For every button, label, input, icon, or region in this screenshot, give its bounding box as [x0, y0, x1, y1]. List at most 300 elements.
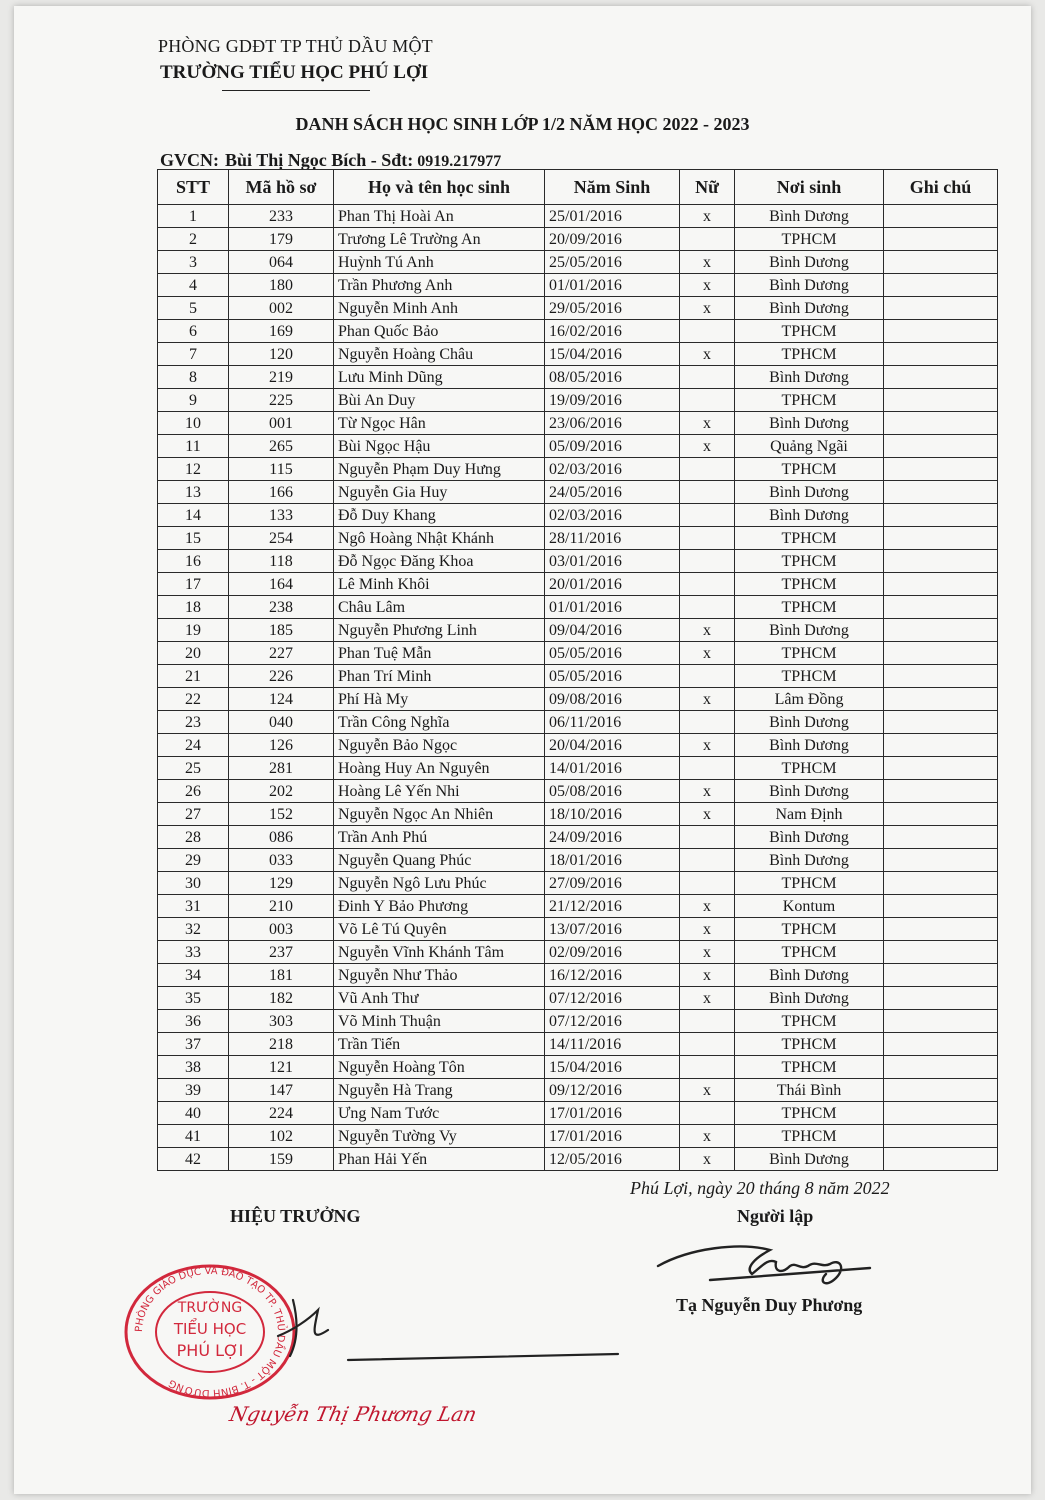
cell-student-name: Phí Hà My	[334, 688, 545, 711]
cell-birth-date: 07/12/2016	[545, 987, 680, 1010]
cell-stt: 18	[158, 596, 229, 619]
cell-birth-date: 20/09/2016	[545, 228, 680, 251]
table-row	[158, 803, 998, 826]
table-row	[158, 297, 998, 320]
col-stt: STT	[158, 170, 229, 205]
cell-female	[680, 228, 735, 251]
cell-birth-date: 18/10/2016	[545, 803, 680, 826]
header-underline	[222, 90, 370, 91]
cell-stt: 42	[158, 1148, 229, 1171]
cell-female: x	[680, 780, 735, 803]
cell-record-id: 227	[229, 642, 334, 665]
cell-birthplace: Quảng Ngãi	[735, 435, 884, 458]
cell-birthplace: TPHCM	[735, 527, 884, 550]
table-row	[158, 918, 998, 941]
cell-female: x	[680, 251, 735, 274]
table-row	[158, 780, 998, 803]
cell-record-id: 121	[229, 1056, 334, 1079]
cell-birthplace: TPHCM	[735, 573, 884, 596]
stamp-line-1: TRƯỜNG	[177, 1300, 243, 1316]
cell-birth-date: 20/01/2016	[545, 573, 680, 596]
cell-female: x	[680, 964, 735, 987]
cell-notes	[884, 550, 998, 573]
cell-stt: 16	[158, 550, 229, 573]
cell-notes	[884, 1056, 998, 1079]
cell-record-id: 202	[229, 780, 334, 803]
cell-stt: 23	[158, 711, 229, 734]
table-row	[158, 642, 998, 665]
cell-record-id: 180	[229, 274, 334, 297]
cell-birthplace: TPHCM	[735, 343, 884, 366]
cell-student-name: Phan Hải Yến	[334, 1148, 545, 1171]
cell-birthplace: Bình Dương	[735, 734, 884, 757]
cell-notes	[884, 504, 998, 527]
cell-record-id: 166	[229, 481, 334, 504]
cell-female: x	[680, 987, 735, 1010]
table-row	[158, 964, 998, 987]
table-row	[158, 596, 998, 619]
cell-stt: 1	[158, 205, 229, 228]
cell-record-id: 120	[229, 343, 334, 366]
cell-student-name: Trần Tiến	[334, 1033, 545, 1056]
table-row	[158, 343, 998, 366]
cell-birth-date: 01/01/2016	[545, 274, 680, 297]
cell-record-id: 219	[229, 366, 334, 389]
cell-birth-date: 19/09/2016	[545, 389, 680, 412]
cell-female	[680, 504, 735, 527]
cell-record-id: 152	[229, 803, 334, 826]
homeroom-teacher	[160, 150, 501, 171]
cell-student-name: Vũ Anh Thư	[334, 987, 545, 1010]
student-table	[157, 169, 998, 1171]
cell-record-id: 226	[229, 665, 334, 688]
cell-notes	[884, 343, 998, 366]
cell-record-id: 238	[229, 596, 334, 619]
cell-record-id: 124	[229, 688, 334, 711]
cell-record-id: 003	[229, 918, 334, 941]
cell-female	[680, 826, 735, 849]
table-row	[158, 688, 998, 711]
cell-birth-date: 02/03/2016	[545, 504, 680, 527]
cell-notes	[884, 228, 998, 251]
cell-birthplace: TPHCM	[735, 918, 884, 941]
cell-female	[680, 481, 735, 504]
preparer-role: Người lập	[737, 1206, 814, 1226]
cell-birthplace: Thái Bình	[735, 1079, 884, 1102]
cell-birthplace: Bình Dương	[735, 780, 884, 803]
cell-stt: 19	[158, 619, 229, 642]
cell-student-name: Đỗ Duy Khang	[334, 504, 545, 527]
cell-female	[680, 320, 735, 343]
cell-female: x	[680, 1125, 735, 1148]
cell-birth-date: 01/01/2016	[545, 596, 680, 619]
cell-birth-date: 17/01/2016	[545, 1102, 680, 1125]
cell-student-name: Hoàng Huy An Nguyên	[334, 757, 545, 780]
cell-stt: 22	[158, 688, 229, 711]
cell-student-name: Nguyễn Hoàng Tôn	[334, 1056, 545, 1079]
cell-student-name: Bùi An Duy	[334, 389, 545, 412]
cell-record-id: 179	[229, 228, 334, 251]
cell-stt: 38	[158, 1056, 229, 1079]
cell-stt: 7	[158, 343, 229, 366]
cell-female	[680, 1102, 735, 1125]
cell-birthplace: Lâm Đồng	[735, 688, 884, 711]
cell-female	[680, 573, 735, 596]
col-record-id: Mã hồ sơ	[229, 170, 334, 205]
cell-student-name: Nguyễn Vĩnh Khánh Tâm	[334, 941, 545, 964]
cell-student-name: Nguyễn Phạm Duy Hưng	[334, 458, 545, 481]
cell-student-name: Võ Lê Tú Quyên	[334, 918, 545, 941]
cell-notes	[884, 757, 998, 780]
cell-female: x	[680, 343, 735, 366]
cell-student-name: Nguyễn Ngọc An Nhiên	[334, 803, 545, 826]
cell-record-id: 147	[229, 1079, 334, 1102]
cell-student-name: Lưu Minh Dũng	[334, 366, 545, 389]
cell-birthplace: Bình Dương	[735, 481, 884, 504]
col-birthplace: Nơi sinh	[735, 170, 884, 205]
table-row	[158, 458, 998, 481]
cell-birth-date: 02/03/2016	[545, 458, 680, 481]
cell-female: x	[680, 918, 735, 941]
cell-notes	[884, 780, 998, 803]
cell-stt: 32	[158, 918, 229, 941]
table-row	[158, 435, 998, 458]
cell-birthplace: Bình Dương	[735, 274, 884, 297]
table-row	[158, 366, 998, 389]
cell-student-name: Phan Thị Hoài An	[334, 205, 545, 228]
cell-record-id: 133	[229, 504, 334, 527]
school-name: TRƯỜNG TIỂU HỌC PHÚ LỢI	[160, 62, 429, 83]
cell-birthplace: Bình Dương	[735, 251, 884, 274]
cell-notes	[884, 619, 998, 642]
cell-notes	[884, 481, 998, 504]
cell-notes	[884, 297, 998, 320]
cell-notes	[884, 1102, 998, 1125]
cell-birthplace: Bình Dương	[735, 412, 884, 435]
cell-stt: 24	[158, 734, 229, 757]
cell-record-id: 115	[229, 458, 334, 481]
cell-student-name: Nguyễn Phương Linh	[334, 619, 545, 642]
cell-record-id: 086	[229, 826, 334, 849]
teacher-phone: 0919.217977	[417, 153, 502, 170]
cell-birth-date: 09/04/2016	[545, 619, 680, 642]
cell-stt: 37	[158, 1033, 229, 1056]
cell-stt: 31	[158, 895, 229, 918]
cell-record-id: 237	[229, 941, 334, 964]
cell-notes	[884, 895, 998, 918]
cell-student-name: Châu Lâm	[334, 596, 545, 619]
cell-birth-date: 05/05/2016	[545, 642, 680, 665]
cell-birth-date: 15/04/2016	[545, 343, 680, 366]
cell-birthplace: TPHCM	[735, 941, 884, 964]
cell-birthplace: Kontum	[735, 895, 884, 918]
table-row	[158, 849, 998, 872]
cell-birth-date: 17/01/2016	[545, 1125, 680, 1148]
cell-notes	[884, 1148, 998, 1171]
cell-stt: 34	[158, 964, 229, 987]
cell-stt: 27	[158, 803, 229, 826]
cell-notes	[884, 941, 998, 964]
cell-birth-date: 18/01/2016	[545, 849, 680, 872]
cell-student-name: Phan Tuệ Mẫn	[334, 642, 545, 665]
cell-notes	[884, 688, 998, 711]
cell-stt: 2	[158, 228, 229, 251]
teacher-label: GVCN:	[160, 150, 219, 170]
table-row	[158, 550, 998, 573]
cell-record-id: 265	[229, 435, 334, 458]
cell-birth-date: 05/05/2016	[545, 665, 680, 688]
cell-female	[680, 527, 735, 550]
cell-stt: 25	[158, 757, 229, 780]
cell-student-name: Phan Trí Minh	[334, 665, 545, 688]
cell-birth-date: 23/06/2016	[545, 412, 680, 435]
cell-birthplace: TPHCM	[735, 757, 884, 780]
table-row	[158, 527, 998, 550]
cell-notes	[884, 366, 998, 389]
cell-female	[680, 872, 735, 895]
cell-female	[680, 596, 735, 619]
table-row	[158, 573, 998, 596]
cell-birthplace: TPHCM	[735, 1125, 884, 1148]
col-student-name: Họ và tên học sinh	[334, 170, 545, 205]
cell-stt: 9	[158, 389, 229, 412]
cell-birth-date: 07/12/2016	[545, 1010, 680, 1033]
place-date: Phú Lợi, ngày 20 tháng 8 năm 2022	[630, 1178, 890, 1198]
cell-birthplace: TPHCM	[735, 596, 884, 619]
table-row	[158, 757, 998, 780]
cell-birthplace: Bình Dương	[735, 964, 884, 987]
cell-record-id: 233	[229, 205, 334, 228]
principal-signature	[238, 1280, 638, 1390]
cell-birth-date: 29/05/2016	[545, 297, 680, 320]
cell-record-id: 185	[229, 619, 334, 642]
cell-stt: 29	[158, 849, 229, 872]
table-row	[158, 1125, 998, 1148]
table-row	[158, 1033, 998, 1056]
cell-stt: 33	[158, 941, 229, 964]
cell-student-name: Nguyễn Tường Vy	[334, 1125, 545, 1148]
cell-female	[680, 1033, 735, 1056]
cell-student-name: Nguyễn Hà Trang	[334, 1079, 545, 1102]
cell-birth-date: 13/07/2016	[545, 918, 680, 941]
cell-female: x	[680, 688, 735, 711]
cell-stt: 11	[158, 435, 229, 458]
cell-birthplace: Bình Dương	[735, 987, 884, 1010]
cell-notes	[884, 1033, 998, 1056]
cell-stt: 14	[158, 504, 229, 527]
col-notes: Ghi chú	[884, 170, 998, 205]
cell-birth-date: 15/04/2016	[545, 1056, 680, 1079]
cell-birthplace: Nam Định	[735, 803, 884, 826]
cell-notes	[884, 826, 998, 849]
cell-birth-date: 12/05/2016	[545, 1148, 680, 1171]
cell-student-name: Nguyễn Minh Anh	[334, 297, 545, 320]
cell-student-name: Ngô Hoàng Nhật Khánh	[334, 527, 545, 550]
cell-female	[680, 757, 735, 780]
cell-birth-date: 16/12/2016	[545, 964, 680, 987]
cell-record-id: 210	[229, 895, 334, 918]
table-row	[158, 1148, 998, 1171]
cell-birth-date: 24/05/2016	[545, 481, 680, 504]
cell-record-id: 102	[229, 1125, 334, 1148]
cell-record-id: 181	[229, 964, 334, 987]
cell-birthplace: Bình Dương	[735, 504, 884, 527]
cell-stt: 40	[158, 1102, 229, 1125]
table-row	[158, 711, 998, 734]
cell-birthplace: TPHCM	[735, 1010, 884, 1033]
cell-student-name: Nguyễn Bảo Ngọc	[334, 734, 545, 757]
cell-female: x	[680, 941, 735, 964]
cell-student-name: Nguyễn Gia Huy	[334, 481, 545, 504]
cell-notes	[884, 435, 998, 458]
table-row	[158, 895, 998, 918]
cell-record-id: 224	[229, 1102, 334, 1125]
cell-birth-date: 27/09/2016	[545, 872, 680, 895]
cell-notes	[884, 987, 998, 1010]
cell-record-id: 001	[229, 412, 334, 435]
table-row	[158, 941, 998, 964]
cell-female: x	[680, 274, 735, 297]
cell-student-name: Nguyễn Hoàng Châu	[334, 343, 545, 366]
table-row	[158, 228, 998, 251]
cell-birth-date: 24/09/2016	[545, 826, 680, 849]
table-row	[158, 665, 998, 688]
cell-birthplace: Bình Dương	[735, 711, 884, 734]
cell-birthplace: Bình Dương	[735, 849, 884, 872]
principal-role: HIỆU TRƯỞNG	[230, 1206, 361, 1226]
cell-birthplace: Bình Dương	[735, 826, 884, 849]
cell-student-name: Trần Anh Phú	[334, 826, 545, 849]
cell-birthplace: TPHCM	[735, 665, 884, 688]
cell-notes	[884, 1125, 998, 1148]
cell-student-name: Nguyễn Quang Phúc	[334, 849, 545, 872]
cell-student-name: Từ Ngọc Hân	[334, 412, 545, 435]
col-birth-date: Năm Sinh	[545, 170, 680, 205]
cell-notes	[884, 412, 998, 435]
cell-notes	[884, 527, 998, 550]
cell-record-id: 225	[229, 389, 334, 412]
cell-stt: 15	[158, 527, 229, 550]
cell-student-name: Võ Minh Thuận	[334, 1010, 545, 1033]
cell-notes	[884, 665, 998, 688]
cell-record-id: 159	[229, 1148, 334, 1171]
cell-notes	[884, 1010, 998, 1033]
cell-notes	[884, 251, 998, 274]
cell-notes	[884, 320, 998, 343]
cell-student-name: Trần Công Nghĩa	[334, 711, 545, 734]
teacher-name: Bùi Thị Ngọc Bích - Sđt:	[225, 150, 414, 170]
cell-female	[680, 550, 735, 573]
cell-student-name: Trương Lê Trường An	[334, 228, 545, 251]
cell-female: x	[680, 412, 735, 435]
table-row	[158, 872, 998, 895]
cell-record-id: 182	[229, 987, 334, 1010]
table-row	[158, 274, 998, 297]
cell-record-id: 281	[229, 757, 334, 780]
cell-notes	[884, 458, 998, 481]
table-row	[158, 1056, 998, 1079]
cell-stt: 8	[158, 366, 229, 389]
cell-birthplace: TPHCM	[735, 1033, 884, 1056]
cell-stt: 12	[158, 458, 229, 481]
cell-female	[680, 366, 735, 389]
cell-notes	[884, 711, 998, 734]
cell-female: x	[680, 1148, 735, 1171]
cell-birthplace: TPHCM	[735, 320, 884, 343]
cell-female	[680, 849, 735, 872]
cell-birth-date: 25/05/2016	[545, 251, 680, 274]
cell-record-id: 129	[229, 872, 334, 895]
cell-stt: 21	[158, 665, 229, 688]
principal-name: Nguyễn Thị Phương Lan	[227, 1402, 479, 1426]
cell-student-name: Nguyễn Như Thảo	[334, 964, 545, 987]
cell-birth-date: 05/09/2016	[545, 435, 680, 458]
table-row	[158, 987, 998, 1010]
cell-stt: 20	[158, 642, 229, 665]
table-row	[158, 619, 998, 642]
cell-female: x	[680, 803, 735, 826]
cell-record-id: 218	[229, 1033, 334, 1056]
cell-female: x	[680, 205, 735, 228]
cell-birth-date: 03/01/2016	[545, 550, 680, 573]
cell-student-name: Đinh Y Bảo Phương	[334, 895, 545, 918]
cell-birthplace: TPHCM	[735, 872, 884, 895]
table-row	[158, 734, 998, 757]
department-header: PHÒNG GDĐT TP THỦ DẦU MỘT	[158, 36, 433, 56]
cell-student-name: Lê Minh Khôi	[334, 573, 545, 596]
cell-stt: 10	[158, 412, 229, 435]
stamp-line-2: TIỂU HỌC	[173, 1320, 247, 1338]
cell-stt: 3	[158, 251, 229, 274]
table-row	[158, 1102, 998, 1125]
cell-notes	[884, 803, 998, 826]
table-header-row	[158, 170, 998, 205]
cell-student-name: Phan Quốc Bảo	[334, 320, 545, 343]
cell-stt: 36	[158, 1010, 229, 1033]
cell-record-id: 040	[229, 711, 334, 734]
stamp-line-3: PHÚ LỢI	[176, 1341, 244, 1360]
cell-birthplace: TPHCM	[735, 1056, 884, 1079]
cell-female	[680, 458, 735, 481]
cell-stt: 28	[158, 826, 229, 849]
cell-stt: 35	[158, 987, 229, 1010]
cell-birthplace: Bình Dương	[735, 1148, 884, 1171]
cell-birthplace: TPHCM	[735, 550, 884, 573]
cell-student-name: Huỳnh Tú Anh	[334, 251, 545, 274]
cell-birth-date: 14/01/2016	[545, 757, 680, 780]
cell-birthplace: TPHCM	[735, 389, 884, 412]
cell-stt: 41	[158, 1125, 229, 1148]
document-title: DANH SÁCH HỌC SINH LỚP 1/2 NĂM HỌC 2022 - 2023	[295, 114, 750, 134]
table-row	[158, 1079, 998, 1102]
cell-female: x	[680, 734, 735, 757]
cell-record-id: 033	[229, 849, 334, 872]
cell-birthplace: TPHCM	[735, 228, 884, 251]
cell-notes	[884, 1079, 998, 1102]
cell-female: x	[680, 435, 735, 458]
cell-birthplace: Bình Dương	[735, 297, 884, 320]
cell-female	[680, 389, 735, 412]
cell-student-name: Trần Phương Anh	[334, 274, 545, 297]
cell-female: x	[680, 642, 735, 665]
cell-birthplace: TPHCM	[735, 642, 884, 665]
col-female: Nữ	[680, 170, 735, 205]
table-row	[158, 481, 998, 504]
cell-birth-date: 14/11/2016	[545, 1033, 680, 1056]
cell-notes	[884, 596, 998, 619]
cell-record-id: 169	[229, 320, 334, 343]
cell-record-id: 118	[229, 550, 334, 573]
